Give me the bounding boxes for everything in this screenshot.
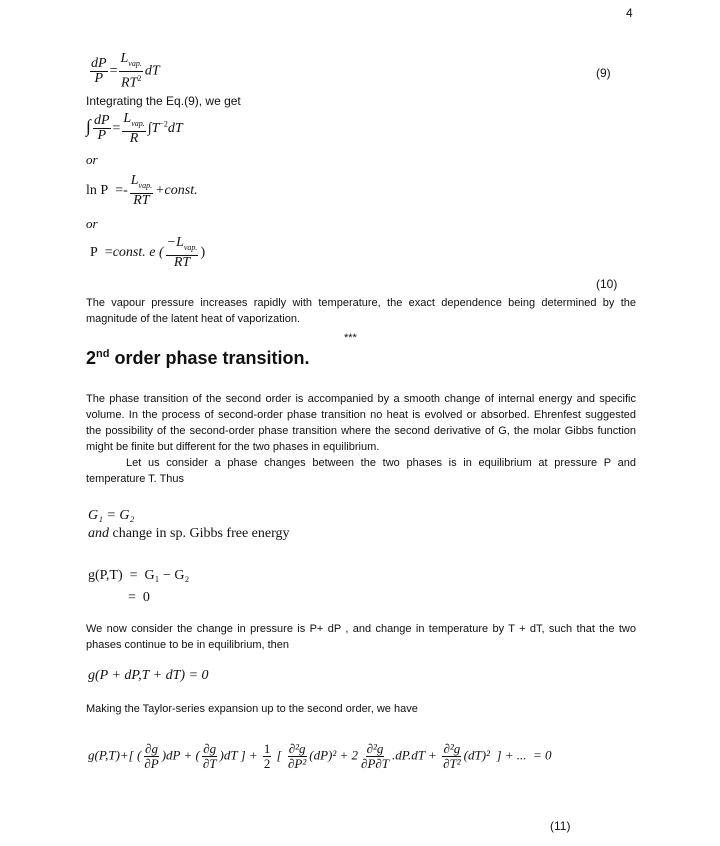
separator: ***: [344, 332, 357, 344]
equation-11: g(P,T)+[ ( $\frac{\partial g}{\partial P}$ )dP + ( $\frac{\partial g}{\partial T}$ )dT ] + $\frac{1}{2}$ [ $\frac{\text{∂²g}}{\text{∂P²}}$ (dP)² + 2 $\frac{\text{∂²g}}{\partial P\partial T}$ .dP.dT + $\frac{\text{∂²g}}{\text{∂T²}}$ (dT)² ] + ... = 0: [88, 741, 552, 771]
integrating-text: Integrating the Eq.(9), we get: [86, 94, 241, 108]
paragraph: The phase transition of the second order is accompanied by a smooth change of internal energy and specific volume. In the process of second-order phase transition no heat is evolved or absorbed. Ehrenfest suggested the possibility of the second-order phase transition where the second derivative of G, the molar Gibbs function might be finite but different for the two phases in equilibrium.: [86, 393, 636, 453]
or-text: or: [86, 152, 98, 167]
equation-9: $\frac{dP}{P}$ = $\frac{L_{vap.}}{RT^2}$ dT: [91, 51, 160, 91]
or-text: or: [86, 216, 98, 231]
and-text: and change in sp. Gibbs free energy: [88, 526, 290, 541]
page-number: 4: [626, 6, 633, 20]
section-heading: 2nd order phase transition.: [86, 348, 310, 368]
paragraph: Let us consider a phase changes between the two phases is in equilibrium at pressure P and temperature T. Thus: [86, 457, 636, 485]
equation-integral: ∫ $\frac{dP}{P}$ = $\frac{L_{vap.}}{R}$ $\int T^{-2}dT$: [86, 111, 183, 146]
equation-11-label: (11): [550, 819, 571, 833]
section-body: [86, 391, 636, 487]
equation-g1-g2: G₁ = G₂: [88, 508, 135, 523]
equation-exp: P =const. e ( $\frac{-L_{vap.}}{RT}$ ): [90, 235, 206, 270]
paragraph: We now consider the change in pressure is P+ dP , and change in temperature by T + dT, such that the two phases continue to be in equilibrium, then: [86, 623, 636, 651]
paragraph: The vapour pressure increases rapidly with temperature, the exact dependence being determined by the magnitude of the latent heat of vaporization.: [86, 297, 636, 325]
equation-9-label: (9): [596, 66, 611, 80]
equation-ln: ln P =- $\frac{L_{vap.}}{RT}$ +const.: [86, 173, 198, 208]
equation-g-dp-dt: g(P + dP,T + dT) = 0: [88, 668, 209, 683]
equation-g-zero: = 0: [128, 590, 150, 605]
paragraph: Making the Taylor-series expansion up to the second order, we have: [86, 703, 418, 715]
equation-10-label: (10): [596, 277, 618, 291]
equation-g: g(P,T) = G₁ − G₂: [88, 568, 190, 583]
